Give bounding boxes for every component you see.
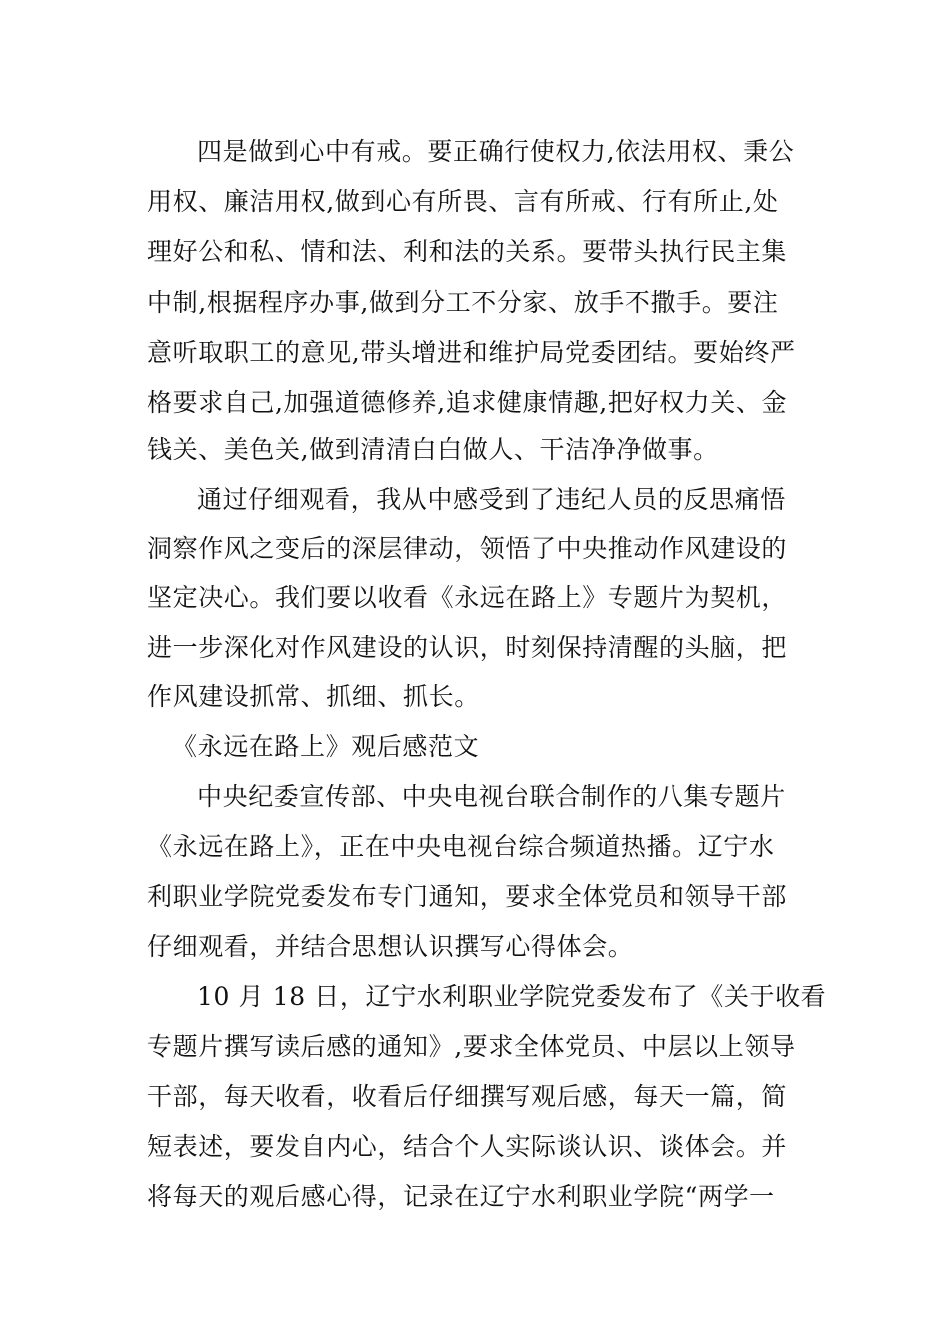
paragraph-line: 10 月 18 日，辽宁水利职业学院党委发布了《关于收看: [197, 982, 827, 1011]
paragraph-line: 理好公和私、情和法、利和法的关系。要带头执行民主集: [147, 237, 788, 266]
paragraph-line: 将每天的观后感心得，记录在辽宁水利职业学院“两学一: [147, 1182, 775, 1211]
paragraph-line: 通过仔细观看，我从中感受到了违纪人员的反思痛悟: [197, 485, 786, 514]
paragraph-line: 四是做到心中有戒。要正确行使权力,依法用权、秉公: [197, 137, 795, 166]
paragraph-line: 进一步深化对作风建设的认识，时刻保持清醒的头脑，把: [147, 633, 788, 662]
paragraph-line: 中制,根据程序办事,做到分工不分家、放手不撒手。要注: [147, 288, 779, 317]
paragraph-line: 坚定决心。我们要以收看《永远在路上》专题片为契机，: [147, 583, 788, 612]
paragraph-line: 意听取职工的意见,带头增进和维护局党委团结。要始终严: [147, 338, 796, 367]
paragraph-line: 专题片撰写读后感的通知》,要求全体党员、中层以上领导: [147, 1032, 796, 1061]
paragraph-line: 格要求自己,加强道德修养,追求健康情趣,把好权力关、金: [147, 388, 788, 417]
paragraph-line: 中央纪委宣传部、中央电视台联合制作的八集专题片: [197, 782, 786, 811]
paragraph-line: 用权、廉洁用权,做到心有所畏、言有所戒、行有所止,处: [147, 187, 779, 216]
paragraph-line: 干部，每天收看，收看后仔细撰写观后感，每天一篇，简: [147, 1082, 788, 1111]
paragraph-line: 钱关、美色关,做到清清白白做人、干洁净净做事。: [147, 435, 719, 464]
section-heading: 《永远在路上》观后感范文: [172, 732, 480, 761]
paragraph-line: 洞察作风之变后的深层律动，领悟了中央推动作风建设的: [147, 534, 788, 563]
paragraph-line: 《永远在路上》，正在中央电视台综合频道热播。辽宁水: [147, 832, 775, 861]
paragraph-line: 利职业学院党委发布专门通知，要求全体党员和领导干部: [147, 882, 788, 911]
paragraph-line: 作风建设抓常、抓细、抓长。: [147, 682, 480, 711]
paragraph-line: 短表述，要发自内心，结合个人实际谈认识、谈体会。并: [147, 1132, 788, 1161]
paragraph-line: 仔细观看，并结合思想认识撰写心得体会。: [147, 932, 634, 961]
